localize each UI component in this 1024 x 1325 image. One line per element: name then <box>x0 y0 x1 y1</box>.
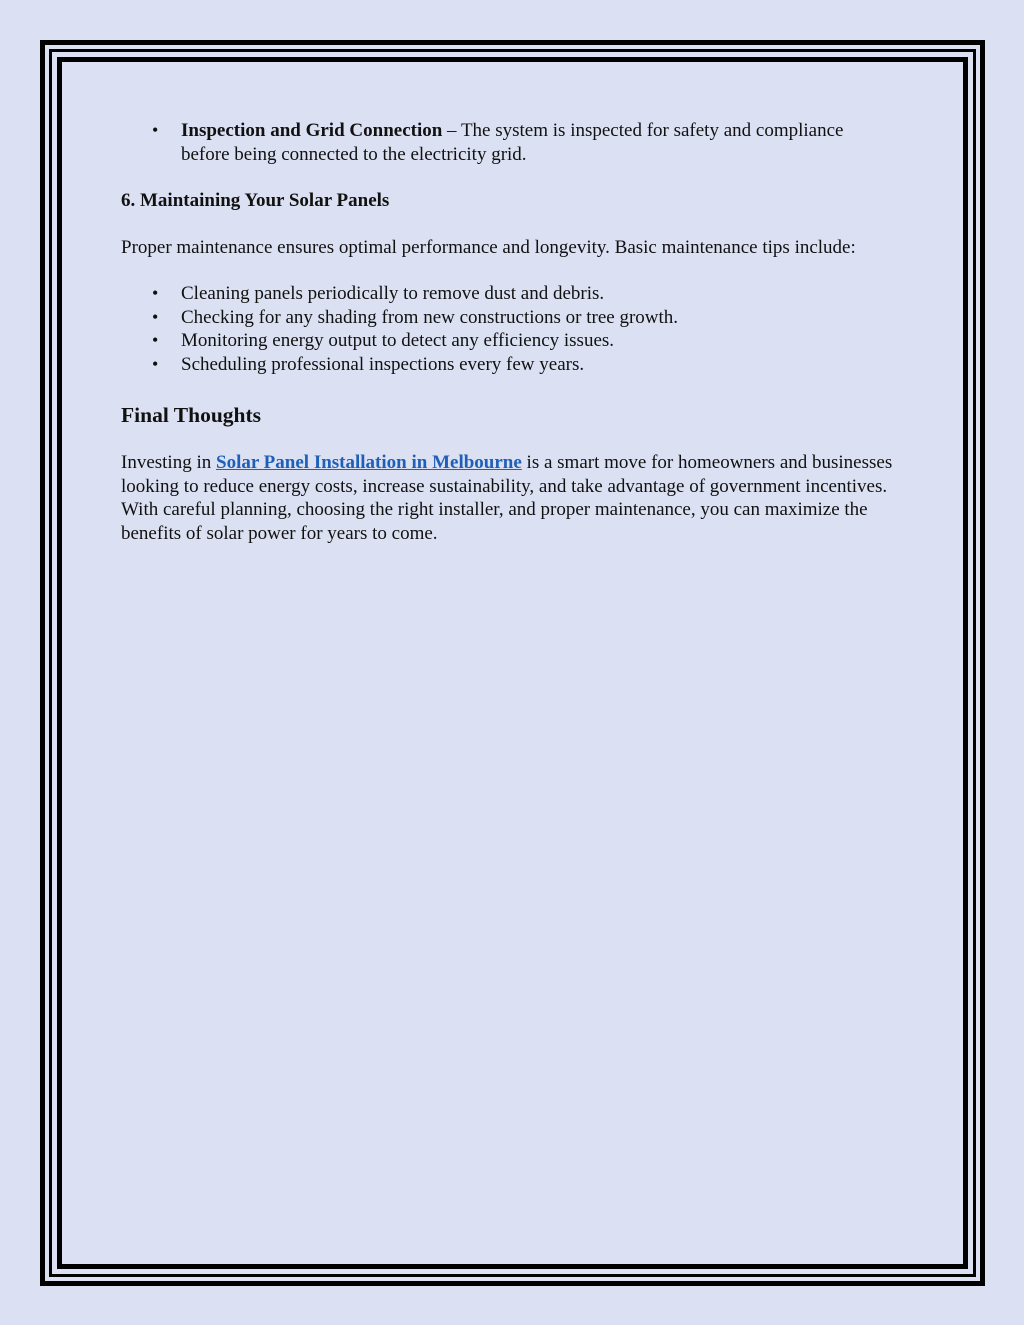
maintaining-heading: 6. Maintaining Your Solar Panels <box>121 190 390 211</box>
final-text-after: is a smart move for homeowners and businesses looking to reduce energy costs, increase sustainability, and take advantage of government incentives. With careful planning, choosing the right installer, and proper maintenance, you can maximize the benefits of solar power for years to come. <box>121 452 893 544</box>
list-item: • Checking for any shading from new constructions or tree growth. <box>121 306 911 330</box>
final-thoughts-heading: Final Thoughts <box>121 403 262 427</box>
maintaining-intro: Proper maintenance ensures optimal performance and longevity. Basic maintenance tips include: <box>121 236 856 258</box>
document-body <box>121 119 911 545</box>
list-item: • Cleaning panels periodically to remove dust and debris. <box>121 282 911 306</box>
inspection-description: – The system is inspected for safety and compliance before being connected to the electricity grid. <box>181 120 844 165</box>
installation-steps-list <box>121 119 911 166</box>
final-thoughts-paragraph <box>121 451 911 545</box>
solar-installation-link[interactable]: Solar Panel Installation in Melbourne <box>216 452 522 473</box>
list-item: • Monitoring energy output to detect any efficiency issues. <box>121 329 911 353</box>
list-item: • Scheduling professional inspections every few years. <box>121 353 911 377</box>
final-text-before: Investing in <box>121 452 216 473</box>
maintenance-tips-list <box>121 282 911 376</box>
list-item-inspection <box>121 119 911 166</box>
inspection-term: Inspection and Grid Connection <box>181 120 443 141</box>
